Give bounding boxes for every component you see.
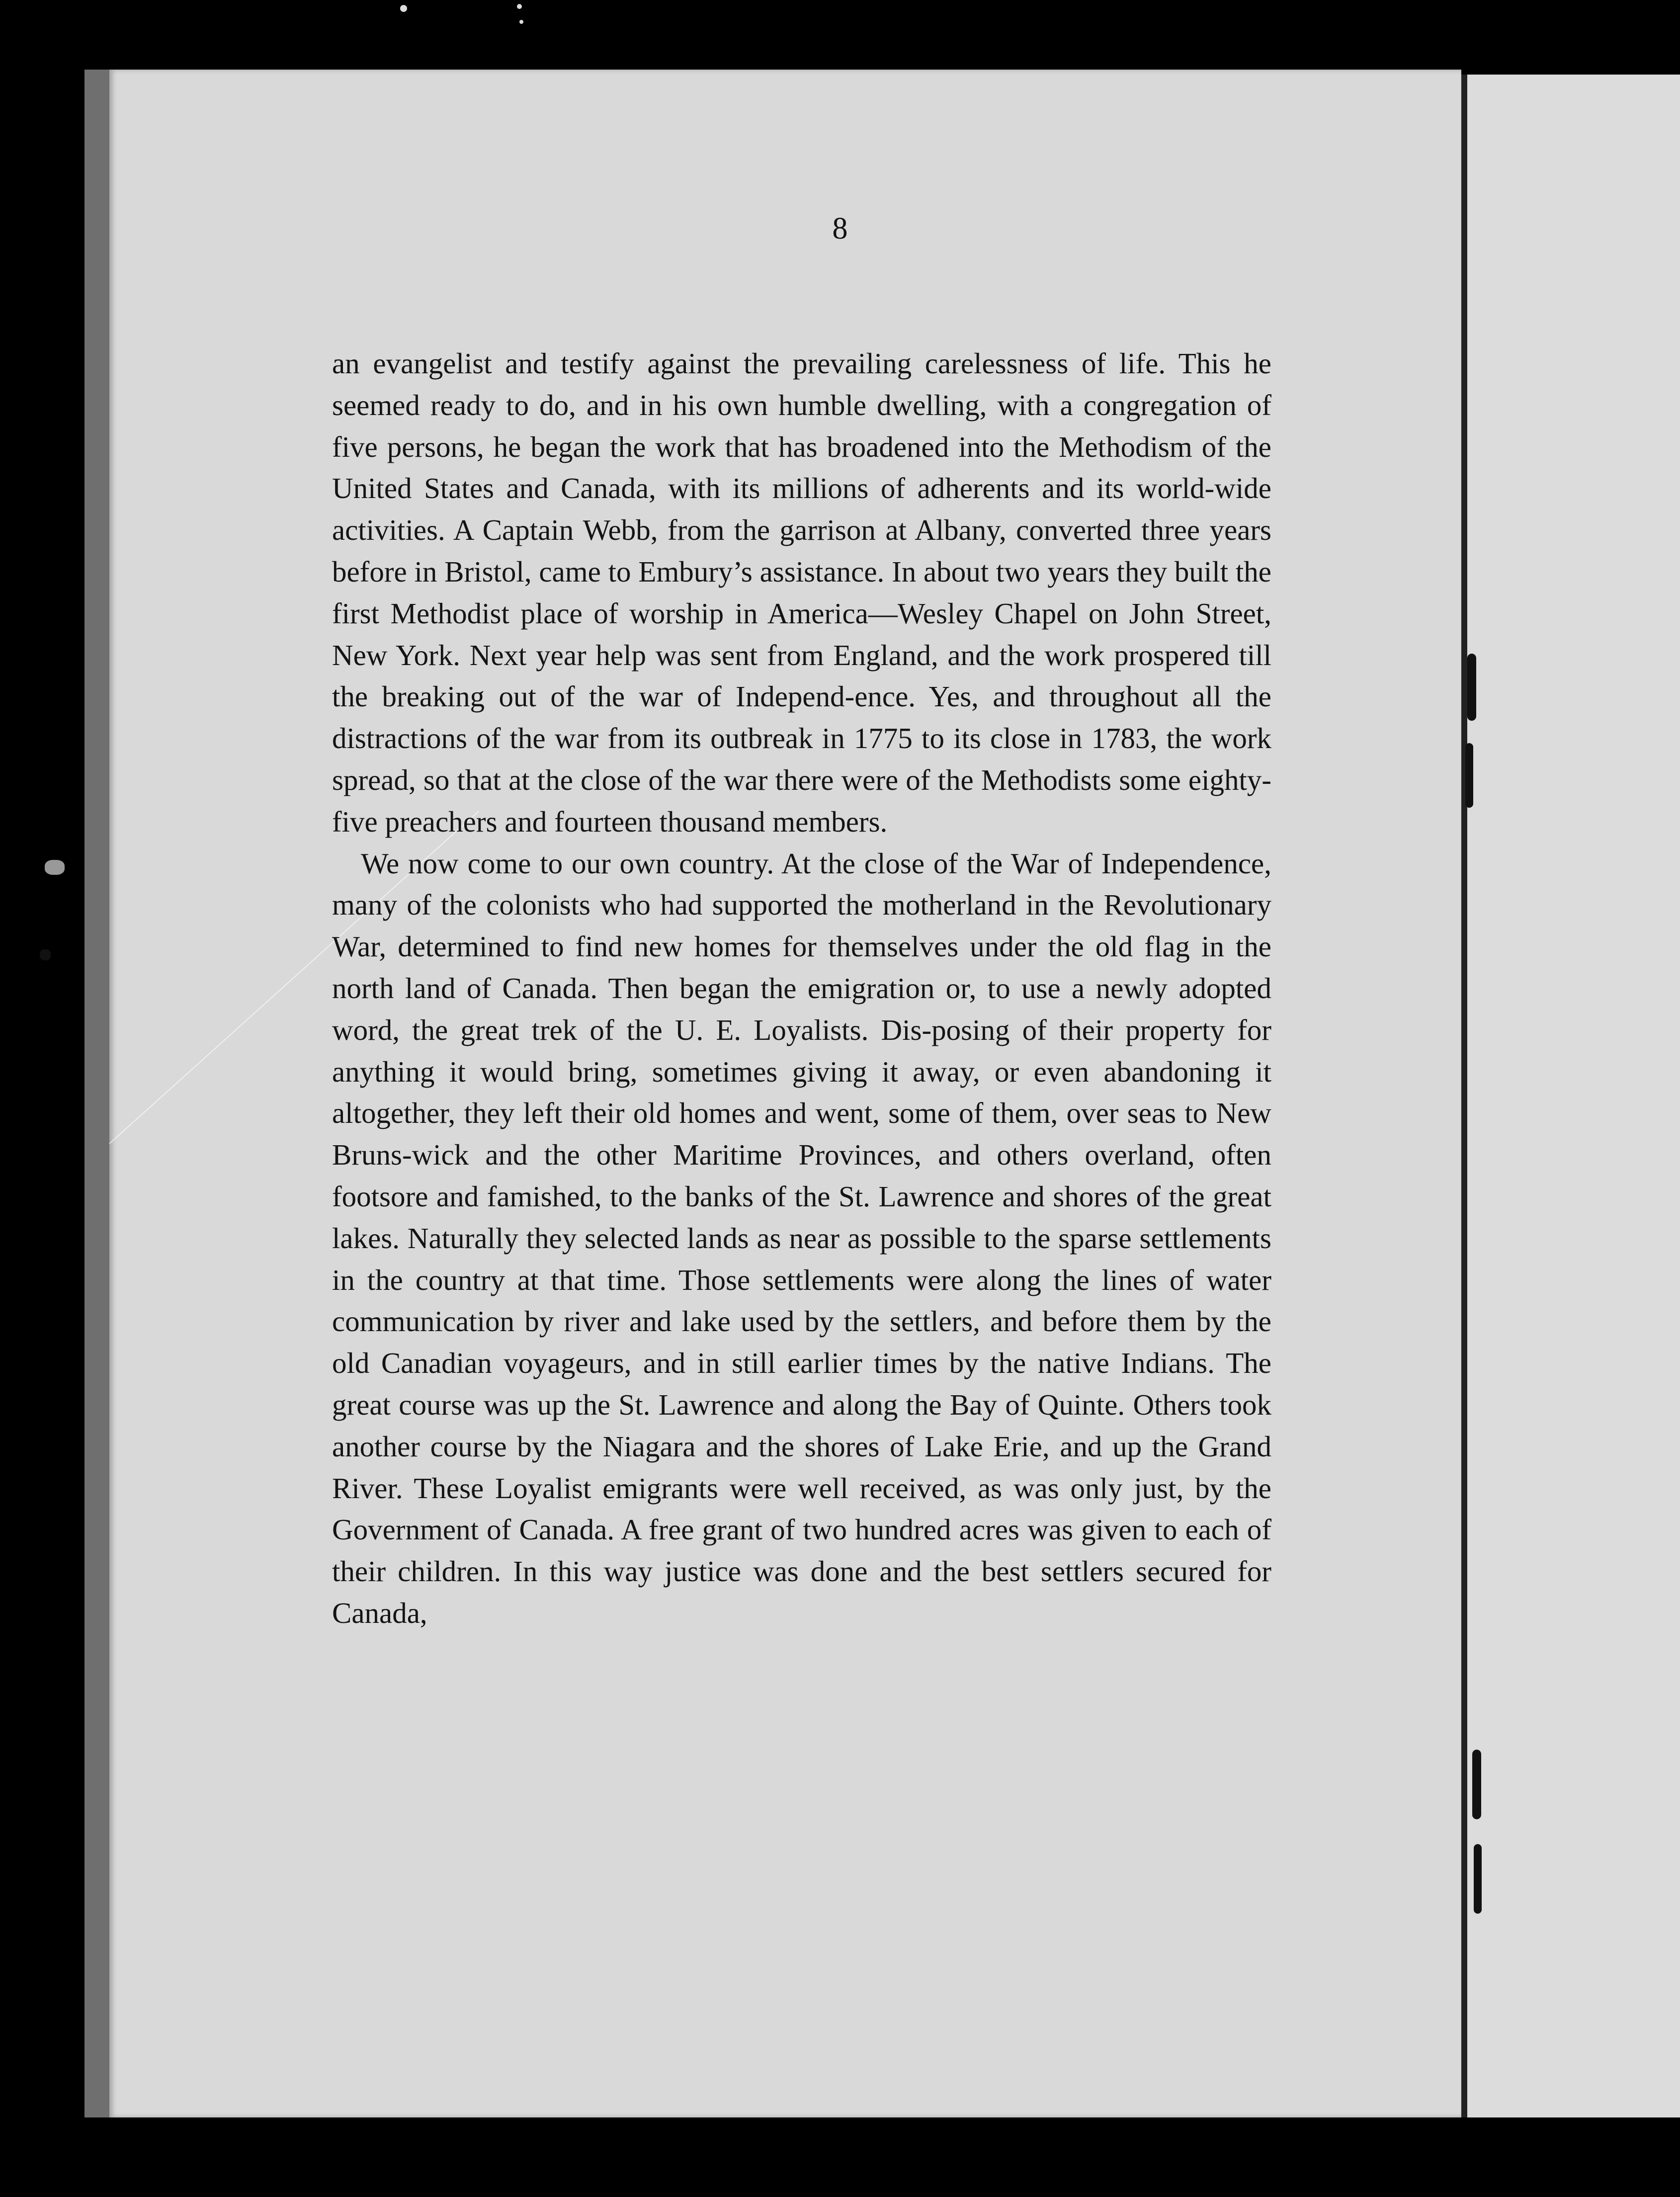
scan-speck: [40, 949, 51, 960]
margin-mark: [1467, 654, 1476, 721]
body-text: [332, 343, 1271, 1634]
page-number: 8: [832, 212, 848, 246]
margin-mark: [1472, 1750, 1481, 1819]
scan-speck: [517, 4, 522, 9]
scan-left-edge: [84, 70, 112, 2117]
margin-mark: [1465, 743, 1473, 808]
paragraph-2: We now come to our own country. At the close of the War of Independence, many of the colonists who had supported the motherland in the Revolutionary War, determined to find new homes for themselves under the old flag in the north land of Canada. Then began the emigration or, to use a newly adopted word, the great trek of the U. E. Loyalists. Dis-posing of their property for anything it would bring, sometimes giving it away, or even abandoning it altogether, they left their old homes and went, some of them, over seas to New Bruns-wick and the other Maritime Provinces, and others overland, often footsore and famished, to the banks of the St. Lawrence and shores of the great lakes. Naturally they selected lands as near as possible to the sparse settlements in the country at that time. Those settlements were along the lines of water communication by river and lake used by the settlers, and before them by the old Canadian voyageurs, and in still earlier times by the native Indians. The great course was up the St. Lawrence and along the Bay of Quinte. Others took another course by the Niagara and the shores of Lake Erie, and up the Grand River. These Loyalist emigrants were well received, as was only just, by the Government of Canada. A free grant of two hundred acres was given to each of their children. In this way justice was done and the best settlers secured for Canada,: [332, 846, 1271, 1629]
margin-mark: [1474, 1844, 1482, 1914]
scan-speck: [400, 5, 407, 12]
adjacent-page-edge: [1467, 75, 1680, 2117]
page-gutter: [1461, 75, 1467, 2117]
paragraph-1: an evangelist and testify against the prevailing carelessness of life. This he seemed ready to do, and in his own humble dwelling, with a congregation of five persons, he began the work that has broadened into the Methodism of the United States and Canada, with its millions of adherents and its world-wide activities. A Captain Webb, from the garrison at Albany, converted three years before in Bristol, came to Embury’s assistance. In about two years they built the first Methodist place of worship in America—Wesley Chapel on John Street, New York. Next year help was sent from England, and the work prospered till the breaking out of the war of Independ-ence. Yes, and throughout all the distractions of the war from its outbreak in 1775 to its close in 1783, the work spread, so that at the close of the war there were of the Methodists some eighty-five preachers and fourteen thousand members.: [332, 347, 1271, 838]
scan-speck: [519, 20, 523, 24]
scan-speck: [45, 860, 65, 875]
